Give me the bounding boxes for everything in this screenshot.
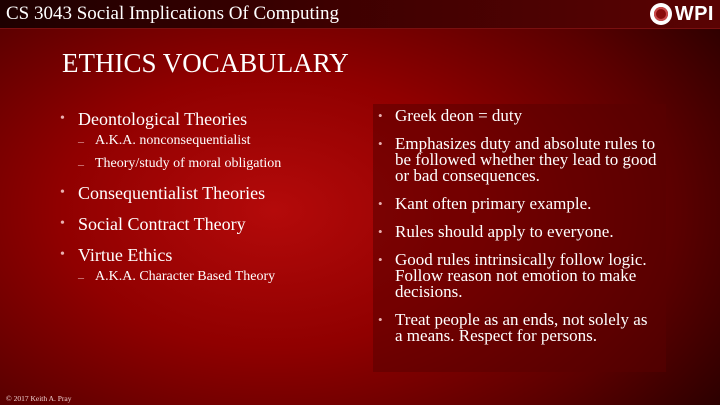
list-item: • Good rules intrinsically follow logic. Follow reason not emotion to make decisions. bbox=[395, 252, 658, 300]
seal-icon bbox=[650, 3, 672, 25]
deontology-points bbox=[373, 104, 666, 344]
header-bar bbox=[0, 0, 720, 29]
list-item-label: Consequentialist Theories bbox=[78, 183, 266, 203]
deontology-panel bbox=[373, 104, 666, 372]
list-item bbox=[60, 213, 360, 235]
list-item bbox=[60, 182, 360, 204]
list-item-label: Deontological Theories bbox=[78, 109, 248, 129]
list-item: • Kant often primary example. bbox=[395, 196, 658, 212]
wpi-logo bbox=[650, 2, 714, 26]
sub-list-item: – A.K.A. nonconsequentialist bbox=[78, 132, 360, 150]
list-item: • Rules should apply to everyone. bbox=[395, 224, 658, 240]
course-title: CS 3043 Social Implications Of Computing bbox=[6, 3, 340, 24]
sub-list bbox=[78, 132, 360, 173]
sub-list bbox=[78, 268, 360, 286]
theories-list bbox=[60, 108, 360, 295]
list-item-label: Virtue Ethics bbox=[78, 245, 173, 265]
slide-title: ETHICS VOCABULARY bbox=[62, 48, 349, 78]
logo-text: WPI bbox=[674, 2, 714, 25]
list-item bbox=[60, 244, 360, 286]
list-item: • Emphasizes duty and absolute rules to be followed whether they lead to good or bad consequences. bbox=[395, 136, 658, 184]
list-item bbox=[60, 108, 360, 173]
copyright: © 2017 Keith A. Pray bbox=[6, 394, 72, 403]
list-item-label: Social Contract Theory bbox=[78, 214, 246, 234]
sub-list-item: – A.K.A. Character Based Theory bbox=[78, 268, 360, 286]
list-item: • Greek deon = duty bbox=[395, 108, 658, 124]
sub-list-item: – Theory/study of moral obligation bbox=[78, 155, 360, 173]
list-item: • Treat people as an ends, not solely as a means. Respect for persons. bbox=[395, 312, 658, 344]
